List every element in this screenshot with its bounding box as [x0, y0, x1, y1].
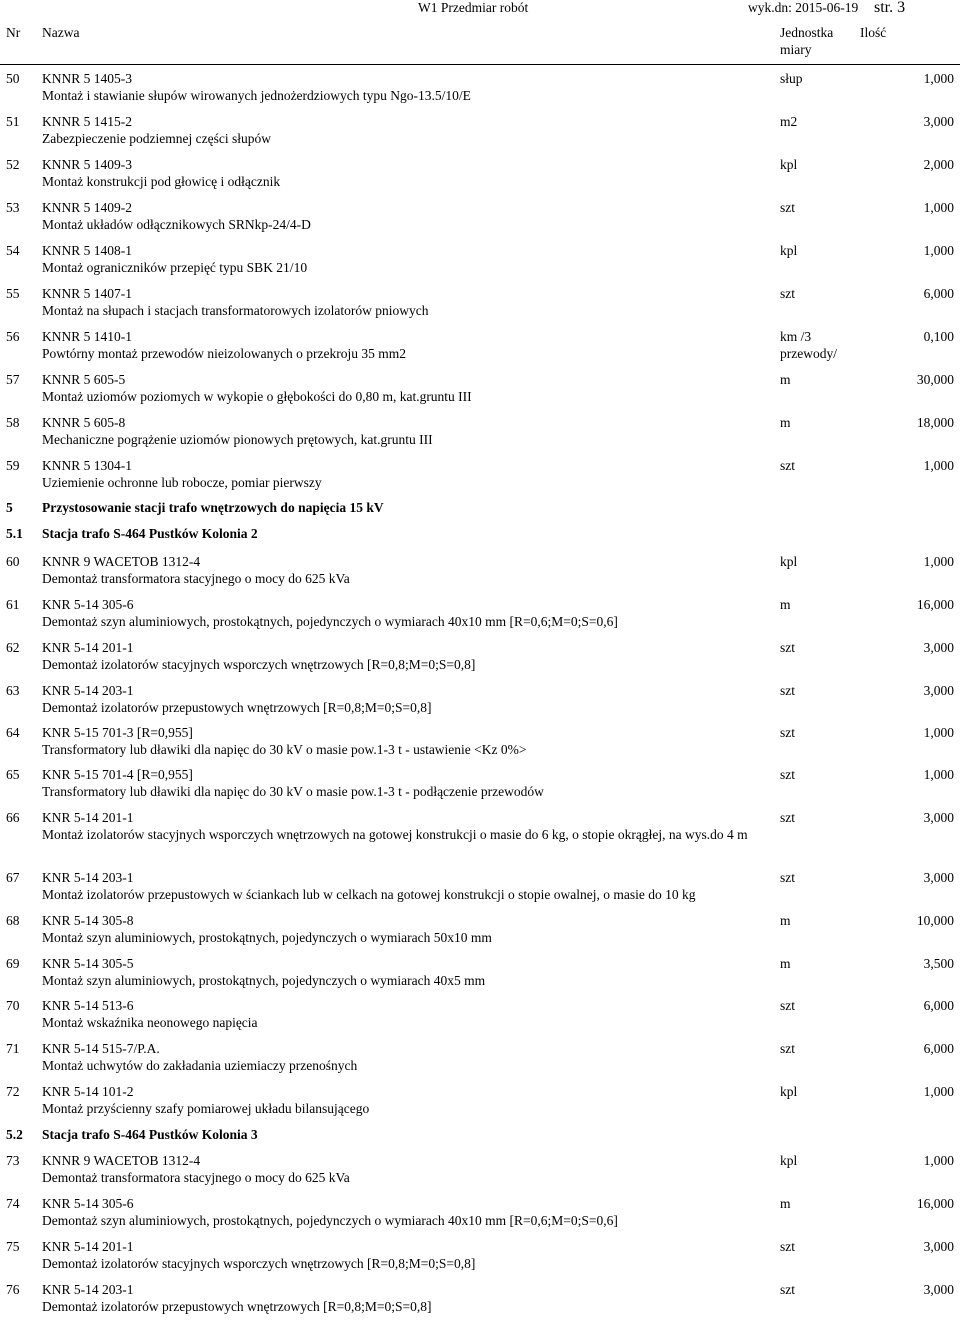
table-row [0, 725, 960, 765]
item-description: Demontaż transformatora stacyjnego o mocy do 625 kVa [42, 571, 350, 586]
item-nr: 67 [6, 870, 20, 885]
column-header-unit: Jednostka [780, 25, 834, 40]
item-description: Montaż uchwytów do zakładania uziemiaczy przenośnych [42, 1058, 358, 1073]
table-row [0, 956, 960, 996]
item-unit-line2: przewody/ [780, 346, 837, 361]
item-unit: słup [780, 71, 803, 86]
item-code: KNR 5-14 201-1 [42, 810, 134, 825]
item-code: KNNR 5 1410-1 [42, 329, 132, 344]
table-row [0, 1239, 960, 1279]
item-description: Zabezpieczenie podziemnej części słupów [42, 131, 272, 146]
item-quantity: 3,000 [923, 1239, 954, 1254]
subsection-heading [6, 526, 258, 542]
item-unit: szt [780, 725, 795, 740]
table-row [0, 1196, 960, 1236]
column-header-unit-line2: miary [780, 42, 812, 57]
item-description: Demontaż izolatorów przepustowych wnętrzowych [R=0,8;M=0;S=0,8] [42, 1299, 432, 1314]
item-unit: km /3 [780, 329, 812, 344]
item-nr: 71 [6, 1041, 20, 1056]
section-title: Stacja trafo S-464 Pustków Kolonia 2 [42, 526, 258, 541]
item-unit: szt [780, 683, 795, 698]
item-code: KNR 5-14 203-1 [42, 1282, 134, 1297]
item-code: KNR 5-15 701-4 [R=0,955] [42, 767, 193, 782]
item-code: KNNR 5 1409-2 [42, 200, 132, 215]
item-quantity: 18,000 [916, 415, 954, 430]
item-unit: szt [780, 767, 795, 782]
item-nr: 50 [6, 71, 20, 86]
item-quantity: 3,000 [923, 683, 954, 698]
item-nr: 61 [6, 597, 20, 612]
section-title: Przystosowanie stacji trafo wnętrzowych do napięcia 15 kV [42, 500, 384, 515]
item-quantity: 16,000 [916, 597, 954, 612]
item-description: Montaż na słupach i stacjach transformatorowych izolatorów pniowych [42, 303, 429, 318]
table-row [0, 810, 960, 850]
item-code: KNR 5-14 101-2 [42, 1084, 134, 1099]
item-unit: m [780, 956, 791, 971]
item-nr: 70 [6, 998, 20, 1013]
item-nr: 55 [6, 286, 20, 301]
section-number: 5.2 [6, 1127, 23, 1142]
item-quantity: 3,000 [923, 114, 954, 129]
item-code: KNR 5-14 513-6 [42, 998, 134, 1013]
item-description: Demontaż izolatorów przepustowych wnętrzowych [R=0,8;M=0;S=0,8] [42, 700, 432, 715]
item-unit: kpl [780, 1084, 798, 1099]
section-heading [6, 500, 384, 516]
item-description: Montaż przyścienny szafy pomiarowej układu bilansującego [42, 1101, 370, 1116]
item-quantity: 10,000 [916, 913, 954, 928]
item-quantity: 30,000 [916, 372, 954, 387]
table-row [0, 913, 960, 953]
item-description: Montaż wskaźnika neonowego napięcia [42, 1015, 258, 1030]
item-nr: 76 [6, 1282, 20, 1297]
item-nr: 53 [6, 200, 20, 215]
table-row [0, 114, 960, 154]
item-nr: 66 [6, 810, 20, 825]
item-description: Montaż konstrukcji pod głowicę i odłącznik [42, 174, 281, 189]
item-description: Montaż uziomów poziomych w wykopie o głębokości do 0,80 m, kat.gruntu III [42, 389, 472, 404]
column-header-name: Nazwa [42, 25, 80, 40]
item-quantity: 1,000 [923, 767, 954, 782]
table-row [0, 286, 960, 326]
item-nr: 52 [6, 157, 20, 172]
table-row [0, 372, 960, 412]
item-unit: m [780, 372, 791, 387]
item-description: Montaż ograniczników przepięć typu SBK 21/10 [42, 260, 308, 275]
item-code: KNR 5-15 701-3 [R=0,955] [42, 725, 193, 740]
item-code: KNR 5-14 201-1 [42, 1239, 134, 1254]
item-quantity: 1,000 [923, 725, 954, 740]
document-date: wyk.dn: 2015-06-19 [748, 0, 859, 15]
item-nr: 64 [6, 725, 20, 740]
item-code: KNR 5-14 305-8 [42, 913, 134, 928]
item-unit: m [780, 415, 791, 430]
item-quantity: 3,000 [923, 870, 954, 885]
item-unit: m [780, 597, 791, 612]
item-unit: szt [780, 870, 795, 885]
table-row [0, 415, 960, 455]
table-row [0, 71, 960, 111]
item-description: Montaż szyn aluminiowych, prostokątnych, pojedynczych o wymiarach 40x5 mm [42, 973, 486, 988]
item-code: KNNR 5 1304-1 [42, 458, 132, 473]
table-row [0, 683, 960, 723]
item-code: KNNR 9 WACETOB 1312-4 [42, 1153, 201, 1168]
page-number: str. 3 [874, 0, 906, 16]
item-code: KNNR 5 1407-1 [42, 286, 132, 301]
item-code: KNNR 5 1408-1 [42, 243, 132, 258]
column-header-qty: Ilość [860, 25, 887, 40]
item-unit: m [780, 1196, 791, 1211]
item-nr: 59 [6, 458, 20, 473]
item-description: Demontaż transformatora stacyjnego o mocy do 625 kVa [42, 1170, 350, 1185]
item-code: KNR 5-14 305-6 [42, 597, 134, 612]
item-unit: szt [780, 458, 795, 473]
item-nr: 56 [6, 329, 20, 344]
item-code: KNNR 5 605-5 [42, 372, 126, 387]
section-title: Stacja trafo S-464 Pustków Kolonia 3 [42, 1127, 258, 1142]
item-description: Powtórny montaż przewodów nieizolowanych o przekroju 35 mm2 [42, 346, 407, 361]
item-nr: 75 [6, 1239, 20, 1254]
item-unit: m2 [780, 114, 798, 129]
item-quantity: 1,000 [923, 200, 954, 215]
item-nr: 51 [6, 114, 20, 129]
table-row [0, 458, 960, 498]
item-code: KNR 5-14 201-1 [42, 640, 134, 655]
item-quantity: 3,000 [923, 640, 954, 655]
item-unit: kpl [780, 243, 798, 258]
column-header-nr: Nr [6, 25, 21, 40]
item-description: Transformatory lub dławiki dla napięc do 30 kV o masie pow.1-3 t - ustawienie <Kz 0%> [42, 742, 527, 757]
item-quantity: 1,000 [923, 243, 954, 258]
table-row [0, 329, 960, 369]
table-row [0, 157, 960, 197]
item-unit: szt [780, 1282, 795, 1297]
table-row [0, 1084, 960, 1124]
section-number: 5 [6, 500, 13, 515]
item-unit: szt [780, 998, 795, 1013]
item-code: KNR 5-14 305-6 [42, 1196, 134, 1211]
section-number: 5.1 [6, 526, 23, 541]
item-unit: szt [780, 286, 795, 301]
item-nr: 57 [6, 372, 20, 387]
item-nr: 74 [6, 1196, 20, 1211]
item-description: Montaż szyn aluminiowych, prostokątnych, pojedynczych o wymiarach 50x10 mm [42, 930, 492, 945]
item-quantity: 1,000 [923, 1084, 954, 1099]
item-nr: 68 [6, 913, 20, 928]
item-quantity: 16,000 [916, 1196, 954, 1211]
item-description: Montaż układów odłącznikowych SRNkp-24/4-D [42, 217, 311, 232]
item-description: Mechaniczne pogrążenie uziomów pionowych prętowych, kat.gruntu III [42, 432, 433, 447]
item-description: Demontaż izolatorów stacyjnych wsporczych wnętrzowych [R=0,8;M=0;S=0,8] [42, 1256, 476, 1271]
item-nr: 60 [6, 554, 20, 569]
table-row [0, 870, 960, 910]
item-quantity: 3,000 [923, 810, 954, 825]
item-code: KNNR 5 1415-2 [42, 114, 132, 129]
item-quantity: 6,000 [923, 1041, 954, 1056]
item-nr: 62 [6, 640, 20, 655]
item-description: Montaż izolatorów stacyjnych wsporczych wnętrzowych na gotowej konstrukcji o masie do 6 kg, o stopie okrągłej, na wys.do 4 m [42, 827, 748, 842]
item-description: Montaż izolatorów przepustowych w ściankach lub w celkach na gotowej konstrukcji o stopie owalnej, o masie do 10 kg [42, 887, 696, 902]
item-unit: szt [780, 1239, 795, 1254]
item-unit: kpl [780, 554, 798, 569]
item-description: Transformatory lub dławiki dla napięc do 30 kV o masie pow.1-3 t - podłączenie przewodów [42, 784, 544, 799]
item-quantity: 1,000 [923, 458, 954, 473]
item-unit: m [780, 913, 791, 928]
item-description: Demontaż szyn aluminiowych, prostokątnych, pojedynczych o wymiarach 40x10 mm [R=0,6;M=0;S=0,6] [42, 614, 618, 629]
item-quantity: 1,000 [923, 71, 954, 86]
item-description: Montaż i stawianie słupów wirowanych jednożerdziowych typu Ngo-13.5/10/E [42, 88, 471, 103]
item-nr: 73 [6, 1153, 20, 1168]
item-nr: 69 [6, 956, 20, 971]
item-unit: kpl [780, 157, 798, 172]
item-unit: szt [780, 640, 795, 655]
item-code: KNR 5-14 203-1 [42, 683, 134, 698]
item-quantity: 3,000 [923, 1282, 954, 1297]
item-quantity: 1,000 [923, 1153, 954, 1168]
table-row [0, 998, 960, 1038]
item-nr: 65 [6, 767, 20, 782]
item-description: Demontaż szyn aluminiowych, prostokątnych, pojedynczych o wymiarach 40x10 mm [R=0,6;M=0;S=0,6] [42, 1213, 618, 1228]
item-code: KNR 5-14 515-7/P.A. [42, 1041, 160, 1056]
item-description: Demontaż izolatorów stacyjnych wsporczych wnętrzowych [R=0,8;M=0;S=0,8] [42, 657, 476, 672]
item-quantity: 1,000 [923, 554, 954, 569]
document-title: W1 Przedmiar robót [418, 0, 529, 15]
table-row [0, 1282, 960, 1322]
item-nr: 54 [6, 243, 20, 258]
item-code: KNNR 9 WACETOB 1312-4 [42, 554, 201, 569]
table-row [0, 554, 960, 594]
item-code: KNNR 5 1405-3 [42, 71, 132, 86]
table-row [0, 1041, 960, 1081]
item-quantity: 2,000 [923, 157, 954, 172]
table-row [0, 243, 960, 283]
table-row [0, 767, 960, 807]
table-row [0, 200, 960, 240]
header-divider [0, 64, 960, 65]
item-code: KNNR 5 605-8 [42, 415, 126, 430]
item-nr: 63 [6, 683, 20, 698]
table-row [0, 640, 960, 680]
subsection-heading [6, 1127, 258, 1143]
item-unit: szt [780, 1041, 795, 1056]
item-code: KNR 5-14 305-5 [42, 956, 134, 971]
item-quantity: 3,500 [923, 956, 954, 971]
item-code: KNNR 5 1409-3 [42, 157, 132, 172]
item-quantity: 6,000 [923, 286, 954, 301]
item-unit: szt [780, 200, 795, 215]
item-code: KNR 5-14 203-1 [42, 870, 134, 885]
table-row [0, 1153, 960, 1193]
item-unit: kpl [780, 1153, 798, 1168]
item-nr: 72 [6, 1084, 20, 1099]
item-description: Uziemienie ochronne lub robocze, pomiar pierwszy [42, 475, 322, 490]
item-quantity: 6,000 [923, 998, 954, 1013]
item-nr: 58 [6, 415, 20, 430]
item-quantity: 0,100 [923, 329, 954, 344]
table-row [0, 597, 960, 637]
item-unit: szt [780, 810, 795, 825]
